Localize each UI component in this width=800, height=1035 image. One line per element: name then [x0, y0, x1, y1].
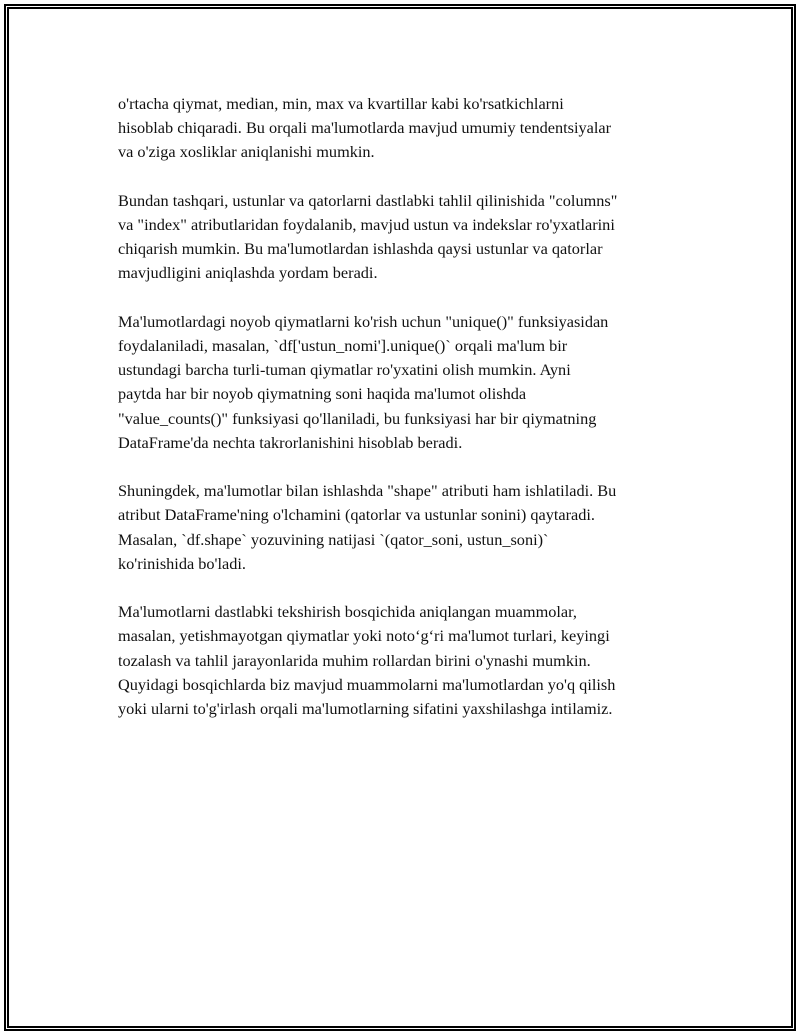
text-line: atribut DataFrame'ning o'lchamini (qatorlar va ustunlar sonini) qaytaradi.	[118, 505, 595, 525]
paragraph-5	[118, 600, 698, 721]
text-line: yoki ularni to'g'irlash orqali ma'lumotlarning sifatini yaxshilashga intilamiz.	[118, 699, 613, 719]
text-line: Shuningdek, ma'lumotlar bilan ishlashda "shape" atributi ham ishlatiladi. Bu	[118, 481, 617, 501]
paragraph-2	[118, 189, 698, 286]
text-line: ko'rinishida bo'ladi.	[118, 553, 246, 573]
text-line: Masalan, `df.shape` yozuvining natijasi `(qator_soni, ustun_soni)`	[118, 529, 549, 549]
text-line: tozalash va tahlil jarayonlarida muhim rollardan birini o'ynashi mumkin.	[118, 650, 591, 670]
text-line: Quyidagi bosqichlarda biz mavjud muammolarni ma'lumotlardan yo'q qilish	[118, 674, 616, 694]
text-line: Ma'lumotlardagi noyob qiymatlarni ko'rish uchun "unique()" funksiyasidan	[118, 311, 609, 331]
text-line: DataFrame'da nechta takrorlanishini hisoblab beradi.	[118, 432, 463, 452]
text-line: hisoblab chiqaradi. Bu orqali ma'lumotlarda mavjud umumiy tendentsiyalar	[118, 118, 612, 138]
text-line: mavjudligini aniqlashda yordam beradi.	[118, 263, 378, 283]
text-line: "value_counts()" funksiyasi qo'llaniladi, bu funksiyasi har bir qiymatning	[118, 408, 597, 428]
paragraph-3	[118, 310, 698, 455]
text-line: Ma'lumotlarni dastlabki tekshirish bosqichida aniqlangan muammolar,	[118, 602, 577, 622]
text-line: o'rtacha qiymat, median, min, max va kvartillar kabi ko'rsatkichlarni	[118, 94, 564, 113]
document-body	[118, 92, 698, 745]
text-line: chiqarish mumkin. Bu ma'lumotlardan ishlashda qaysi ustunlar va qatorlar	[118, 239, 603, 259]
text-line: masalan, yetishmayotgan qiymatlar yoki noto‘g‘ri ma'lumot turlari, keyingi	[118, 626, 610, 646]
text-line: paytda har bir noyob qiymatning soni haqida ma'lumot olishda	[118, 384, 527, 404]
paragraph-4	[118, 479, 698, 576]
text-line: Bundan tashqari, ustunlar va qatorlarni dastlabki tahlil qilinishida "columns"	[118, 190, 618, 210]
text-line: va "index" atributlaridan foydalanib, mavjud ustun va indekslar ro'yxatlarini	[118, 215, 615, 234]
paragraph-1	[118, 92, 698, 165]
text-line: foydalaniladi, masalan, `df['ustun_nomi'].unique()` orqali ma'lum bir	[118, 336, 568, 355]
text-line: va o'ziga xosliklar aniqlanishi mumkin.	[118, 142, 375, 162]
text-line: ustundagi barcha turli-tuman qiymatlar ro'yxatini olish mumkin. Ayni	[118, 360, 571, 380]
